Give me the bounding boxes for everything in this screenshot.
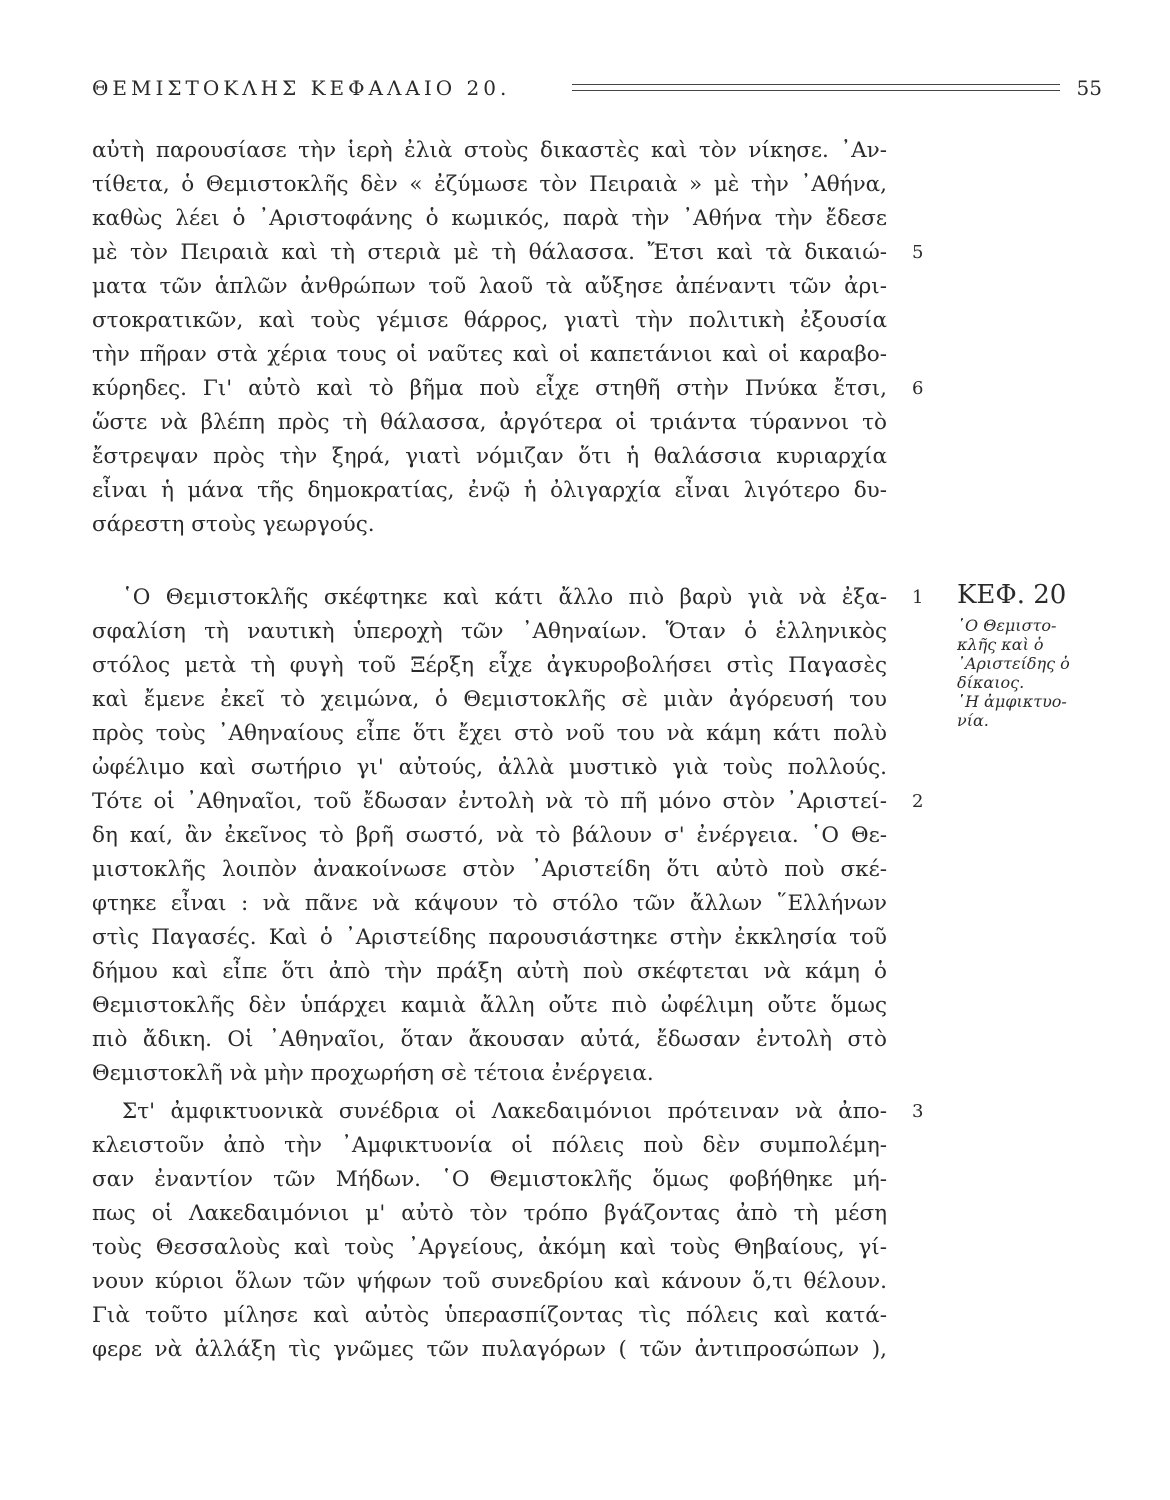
text-line: τὴν πῆραν στὰ χέρια τους οἱ ναῦτες καὶ οἱ καπετάνιοι καὶ οἱ καραβο- <box>92 342 887 367</box>
text-line: ἔστρεψαν πρὸς τὴν ξηρά, γιατὶ νόμιζαν ὅτι ἡ θαλάσσια κυριαρχία <box>92 444 887 469</box>
running-head <box>92 76 1102 106</box>
text-line: καθὼς λέει ὁ ᾿Αριστοφάνης ὁ κωμικός, παρὰ τὴν ᾿Αθήνα τὴν ἔδεσε <box>92 206 887 231</box>
text-line: τοὺς Θεσσαλοὺς καὶ τοὺς ᾿Αργείους, ἀκόμη καὶ τοὺς Θηβαίους, γί- <box>92 1235 887 1260</box>
text-line: Θεμιστοκλῆ νὰ μὴν προχωρήση σὲ τέτοια ἐνέργεια. <box>92 1061 654 1086</box>
text-line: στοκρατικῶν, καὶ τοὺς γέμισε θάρρος, γιατὶ τὴν πολιτικὴ ἐξουσία <box>92 308 887 333</box>
text-line: σάρεστη στοὺς γεωργούς. <box>92 512 375 537</box>
text-line: δη καί, ἂν ἐκεῖνος τὸ βρῆ σωστό, νὰ τὸ βάλουν σ' ἐνέργεια. ῾Ο Θε- <box>92 823 887 848</box>
text-line: ὠφέλιμο καὶ σωτήριο γι' αὐτούς, ἀλλὰ μυστικὸ γιὰ τοὺς πολλούς. <box>92 755 887 780</box>
paragraph-2 <box>92 581 887 1091</box>
text-line: Τότε οἱ ᾿Αθηναῖοι, τοῦ ἔδωσαν ἐντολὴ νὰ τὸ πῆ μόνο στὸν ᾿Αριστεί- <box>92 789 887 814</box>
text-line: Γιὰ τοῦτο μίλησε καὶ αὐτὸς ὑπερασπίζοντας τὶς πόλεις καὶ κατά- <box>92 1303 887 1328</box>
text-line: ὥστε νὰ βλέπη πρὸς τὴ θάλασσα, ἀργότερα οἱ τριάντα τύραννοι τὸ <box>92 410 887 435</box>
text-line: Στ' ἀμφικτυονικὰ συνέδρια οἱ Λακεδαιμόνιοι πρότειναν νὰ ἀπο- <box>122 1099 887 1124</box>
margin-note-line: κλῆς καὶ ὁ <box>957 635 1044 654</box>
text-line: μιστοκλῆς λοιπὸν ἀνακοίνωσε στὸν ᾿Αριστείδη ὅτι αὐτὸ ποὺ σκέ- <box>92 857 887 882</box>
text-line: καὶ ἔμενε ἐκεῖ τὸ χειμώνα, ὁ Θεμιστοκλῆς σὲ μιὰν ἀγόρευσή του <box>92 687 887 712</box>
line-number: 3 <box>912 1101 924 1122</box>
text-line: ματα τῶν ἁπλῶν ἀνθρώπων τοῦ λαοῦ τὰ αὔξησε ἀπέναντι τῶν ἀρι- <box>92 274 887 299</box>
margin-note-line: ᾿Αριστείδης ὁ <box>957 654 1070 673</box>
margin-note-line: ῾Η ἀμφικτυο- <box>957 692 1067 711</box>
running-head-rule <box>572 84 1060 91</box>
margin-note <box>957 578 1107 730</box>
text-line: δήμου καὶ εἶπε ὅτι ἀπὸ τὴν πράξη αὐτὴ ποὺ σκέφτεται νὰ κάμη ὁ <box>92 959 887 984</box>
text-line: σφαλίση τὴ ναυτικὴ ὑπεροχὴ τῶν ᾿Αθηναίων. Ὅταν ὁ ἑλληνικὸς <box>92 619 887 644</box>
text-line: στὶς Παγασές. Καὶ ὁ ᾿Αριστείδης παρουσιάστηκε στὴν ἐκκλησία τοῦ <box>92 925 887 950</box>
margin-note-line: δίκαιος. <box>957 673 1025 692</box>
page-number: 55 <box>1076 76 1102 100</box>
running-head-title: ΘΕΜΙΣΤΟΚΛΗΣ ΚΕΦΑΛΑΙΟ 20. <box>92 76 516 100</box>
text-line: εἶναι ἡ μάνα τῆς δημοκρατίας, ἐνῷ ἡ ὀλιγαρχία εἶναι λιγότερο δυ- <box>92 478 887 503</box>
text-line: κύρηδες. Γι' αὐτὸ καὶ τὸ βῆμα ποὺ εἶχε στηθῆ στὴν Πνύκα ἔτσι, <box>92 376 887 401</box>
line-number: 5 <box>912 242 924 263</box>
line-number: 2 <box>912 791 924 812</box>
chapter-heading: ΚΕΦ. 20 <box>957 580 1067 610</box>
text-line: σαν ἐναντίον τῶν Μήδων. ῾Ο Θεμιστοκλῆς ὅμως φοβήθηκε μή- <box>92 1167 887 1192</box>
paragraph-1 <box>92 134 887 542</box>
text-line: τίθετα, ὁ Θεμιστοκλῆς δὲν « ἐζύμωσε τὸν Πειραιὰ » μὲ τὴν ᾿Αθήνα, <box>92 172 887 197</box>
text-line: μὲ τὸν Πειραιὰ καὶ τὴ στεριὰ μὲ τὴ θάλασσα. Ἔτσι καὶ τὰ δικαιώ- <box>92 240 887 265</box>
margin-note-line: ῾Ο Θεμιστο- <box>957 616 1057 635</box>
text-line: πιὸ ἄδικη. Οἱ ᾿Αθηναῖοι, ὅταν ἄκουσαν αὐτά, ἔδωσαν ἐντολὴ στὸ <box>92 1027 887 1052</box>
text-line: φερε νὰ ἀλλάξη τὶς γνῶμες τῶν πυλαγόρων ( τῶν ἀντιπροσώπων ), <box>92 1337 887 1362</box>
text-line: κλειστοῦν ἀπὸ τὴν ᾿Αμφικτυονία οἱ πόλεις ποὺ δὲν συμπολέμη- <box>92 1133 887 1158</box>
text-line: στόλος μετὰ τὴ φυγὴ τοῦ Ξέρξη εἶχε ἀγκυροβολήσει στὶς Παγασὲς <box>92 653 887 678</box>
text-line: Θεμιστοκλῆς δὲν ὑπάρχει καμιὰ ἄλλη οὔτε πιὸ ὠφέλιμη οὔτε ὅμως <box>92 993 887 1018</box>
line-number: 1 <box>912 587 924 608</box>
text-line: ῾Ο Θεμιστοκλῆς σκέφτηκε καὶ κάτι ἄλλο πιὸ βαρὺ γιὰ νὰ ἐξα- <box>122 585 887 610</box>
line-number: 6 <box>912 378 924 399</box>
text-line: νουν κύριοι ὅλων τῶν ψήφων τοῦ συνεδρίου καὶ κάνουν ὅ,τι θέλουν. <box>92 1269 887 1294</box>
text-line: πως οἱ Λακεδαιμόνιοι μ' αὐτὸ τὸν τρόπο βγάζοντας ἀπὸ τὴ μέση <box>92 1201 887 1226</box>
margin-note-line: νία. <box>957 711 989 730</box>
text-line: πρὸς τοὺς ᾿Αθηναίους εἶπε ὅτι ἔχει στὸ νοῦ του νὰ κάμη κάτι πολὺ <box>92 721 887 746</box>
paragraph-3 <box>92 1095 887 1367</box>
text-line: φτηκε εἶναι : νὰ πᾶνε νὰ κάψουν τὸ στόλο τῶν ἄλλων ῞Ελλήνων <box>92 891 887 916</box>
text-line: αὐτὴ παρουσίασε τὴν ἱερὴ ἐλιὰ στοὺς δικαστὲς καὶ τὸν νίκησε. ᾿Αν- <box>92 138 887 163</box>
